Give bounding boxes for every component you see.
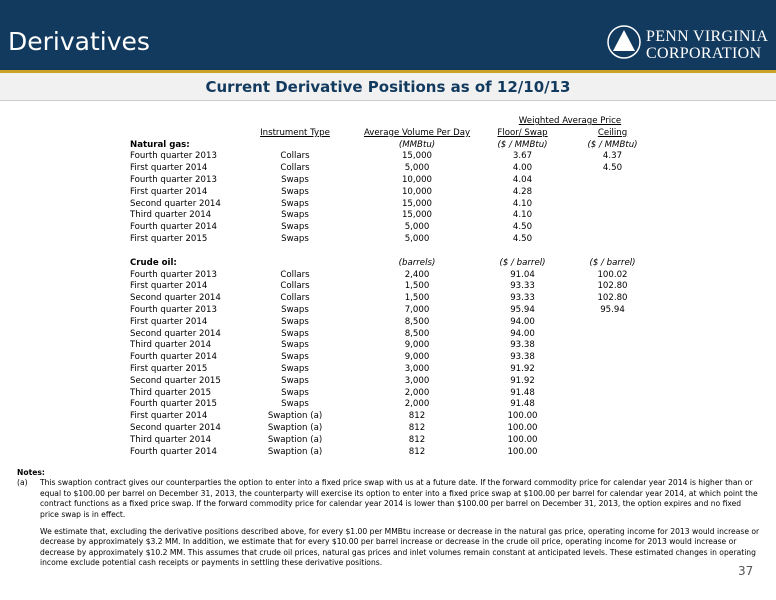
period-cell: First quarter 2014 [130, 411, 208, 422]
volume-cell: 2,000 [404, 399, 430, 410]
period-cell: First quarter 2014 [130, 163, 208, 174]
instrument-cell: Swaps [281, 222, 309, 233]
floor-swap-cell: 4.50 [512, 222, 533, 233]
table-row [130, 175, 650, 187]
period-cell: Third quarter 2014 [130, 210, 212, 221]
logo-line-2: CORPORATION [646, 45, 762, 62]
ceiling-cell: 4.37 [602, 151, 623, 162]
company-logo [606, 24, 770, 66]
logo-text [646, 28, 768, 62]
ceiling-cell: 100.02 [597, 269, 628, 280]
volume-cell: 5,000 [404, 222, 430, 233]
floor-swap-cell: 91.92 [510, 363, 535, 374]
floor-swap-cell: 4.04 [512, 174, 533, 185]
crude-oil-volume-unit: (barrels) [398, 257, 436, 268]
instrument-cell: Collars [280, 293, 310, 304]
instrument-cell: Collars [280, 269, 310, 280]
floor-swap-cell: 93.38 [510, 352, 535, 363]
notes-label: Notes: [17, 468, 45, 477]
volume-cell: 2,400 [404, 269, 430, 280]
natural-gas-ceiling-unit: ($ / MMBtu) [587, 139, 638, 150]
period-cell: First quarter 2015 [130, 233, 208, 244]
derivatives-table [130, 116, 650, 458]
natural-gas-floor-unit: ($ / MMBtu) [497, 139, 548, 150]
crude-oil-rows [130, 270, 650, 459]
volume-cell: 8,500 [404, 316, 430, 327]
volume-cell: 812 [408, 434, 426, 445]
floor-swap-cell: 94.00 [510, 328, 535, 339]
natural-gas-volume-unit: (MMBtu) [398, 139, 436, 150]
floor-swap-cell: 91.48 [510, 387, 535, 398]
table-row [130, 340, 650, 352]
instrument-cell: Swaps [281, 328, 309, 339]
volume-cell: 3,000 [404, 375, 430, 386]
table-row [130, 199, 650, 211]
table-row [130, 163, 650, 175]
period-cell: Fourth quarter 2014 [130, 222, 217, 233]
period-cell: Fourth quarter 2014 [130, 446, 217, 457]
period-cell: Second quarter 2015 [130, 375, 221, 386]
header-row [130, 128, 650, 140]
volume-cell: 812 [408, 411, 426, 422]
slide-subtitle: Current Derivative Positions as of 12/10/13 [205, 78, 571, 96]
ceiling-cell: 102.80 [597, 293, 628, 304]
period-cell: First quarter 2015 [130, 363, 208, 374]
col-volume: Average Volume Per Day [363, 127, 471, 138]
floor-swap-cell: 4.50 [512, 233, 533, 244]
floor-swap-cell: 93.33 [510, 293, 535, 304]
section-gap [130, 246, 650, 258]
notes-section [17, 468, 762, 569]
ceiling-cell: 4.50 [602, 163, 623, 174]
instrument-cell: Swaps [281, 174, 309, 185]
volume-cell: 5,000 [404, 233, 430, 244]
volume-cell: 9,000 [404, 352, 430, 363]
logo-line-1: PENN VIRGINIA [646, 28, 769, 45]
table-row [130, 234, 650, 246]
volume-cell: 1,500 [404, 281, 430, 292]
instrument-cell: Swaps [281, 316, 309, 327]
table-row [130, 435, 650, 447]
instrument-cell: Swaps [281, 352, 309, 363]
natural-gas-label-row [130, 140, 650, 152]
table-row [130, 305, 650, 317]
table-row [130, 151, 650, 163]
crude-oil-label: Crude oil: [130, 257, 177, 268]
table-row [130, 388, 650, 400]
crude-oil-ceiling-unit: ($ / barrel) [589, 257, 636, 268]
instrument-cell: Swaps [281, 233, 309, 244]
volume-cell: 5,000 [404, 163, 430, 174]
volume-cell: 3,000 [404, 363, 430, 374]
table-row [130, 352, 650, 364]
table-row [130, 447, 650, 459]
floor-swap-cell: 4.28 [512, 186, 533, 197]
period-cell: Third quarter 2014 [130, 340, 212, 351]
volume-cell: 7,000 [404, 304, 430, 315]
note-a-text: This swaption contract gives our counterparties the option to enter into a fixed price swap with us at a future date. If the forward commodity price for calendar year 2014 is higher than or equal to $100.00 per barrel on December 31, 2013, the counterparty will exercise its option to enter into a fixed price swap at $100.00 per barrel for calendar year 2014, at which point the contract functions as a fixed price swap. If the forward commodity price for calendar year 2014 is lower than $100.00 per barrel on December 31, 2013, the option expires and no fixed price swap is in effect. [40, 478, 758, 519]
floor-swap-cell: 4.10 [512, 198, 533, 209]
volume-cell: 15,000 [401, 210, 433, 221]
floor-swap-cell: 100.00 [507, 411, 538, 422]
table-row [130, 423, 650, 435]
col-floor-swap: Floor/ Swap [497, 127, 548, 138]
period-cell: First quarter 2014 [130, 186, 208, 197]
floor-swap-cell: 100.00 [507, 446, 538, 457]
volume-cell: 812 [408, 422, 426, 433]
crude-oil-label-row [130, 258, 650, 270]
floor-swap-cell: 4.00 [512, 163, 533, 174]
period-cell: Fourth quarter 2015 [130, 399, 217, 410]
volume-cell: 1,500 [404, 293, 430, 304]
floor-swap-cell: 93.38 [510, 340, 535, 351]
ceiling-cell: 95.94 [600, 304, 625, 315]
instrument-cell: Swaps [281, 375, 309, 386]
period-cell: Second quarter 2014 [130, 293, 221, 304]
instrument-cell: Swaps [281, 210, 309, 221]
note-a-mark: (a) [17, 478, 28, 488]
crude-oil-floor-unit: ($ / barrel) [499, 257, 546, 268]
period-cell: Second quarter 2014 [130, 422, 221, 433]
floor-swap-cell: 95.94 [510, 304, 535, 315]
table-row [130, 281, 650, 293]
table-row [130, 210, 650, 222]
instrument-cell: Swaps [281, 304, 309, 315]
instrument-cell: Swaps [281, 363, 309, 374]
table-row [130, 317, 650, 329]
col-ceiling: Ceiling [597, 127, 628, 138]
floor-swap-cell: 93.33 [510, 281, 535, 292]
table-row [130, 270, 650, 282]
volume-cell: 10,000 [401, 186, 433, 197]
period-cell: First quarter 2014 [130, 281, 208, 292]
period-cell: Fourth quarter 2013 [130, 304, 217, 315]
table-row [130, 399, 650, 411]
period-cell: First quarter 2014 [130, 316, 208, 327]
volume-cell: 15,000 [401, 151, 433, 162]
floor-swap-cell: 4.10 [512, 210, 533, 221]
period-cell: Fourth quarter 2013 [130, 151, 217, 162]
weighted-average-header: Weighted Average Price [518, 116, 622, 126]
period-cell: Fourth quarter 2013 [130, 174, 217, 185]
floor-swap-cell: 94.00 [510, 316, 535, 327]
instrument-cell: Collars [280, 151, 310, 162]
floor-swap-cell: 100.00 [507, 434, 538, 445]
instrument-cell: Swaps [281, 340, 309, 351]
instrument-cell: Swaption (a) [267, 446, 323, 457]
natural-gas-label: Natural gas: [130, 139, 190, 150]
ceiling-cell: 102.80 [597, 281, 628, 292]
instrument-cell: Collars [280, 281, 310, 292]
instrument-cell: Swaption (a) [267, 434, 323, 445]
volume-cell: 8,500 [404, 328, 430, 339]
page-number: 37 [738, 564, 754, 578]
instrument-cell: Collars [280, 163, 310, 174]
volume-cell: 15,000 [401, 198, 433, 209]
instrument-cell: Swaps [281, 198, 309, 209]
period-cell: Fourth quarter 2013 [130, 269, 217, 280]
instrument-cell: Swaps [281, 399, 309, 410]
period-cell: Third quarter 2014 [130, 434, 212, 445]
period-cell: Fourth quarter 2014 [130, 352, 217, 363]
table-row [130, 222, 650, 234]
floor-swap-cell: 100.00 [507, 422, 538, 433]
page-title: Derivatives [8, 27, 150, 56]
table-row [130, 376, 650, 388]
volume-cell: 10,000 [401, 174, 433, 185]
natural-gas-rows [130, 151, 650, 245]
floor-swap-cell: 91.48 [510, 399, 535, 410]
sensitivity-paragraph: We estimate that, excluding the derivative positions described above, for every $1.00 per MMBtu increase or decrease in the natural gas price, operating income for 2013 would increase or decrease by approximately $3.2 MM. In addition, we estimate that for every $10.00 per barrel increase or decrease in the crude oil price, operating income for 2013 would increase or decrease by approximately $10.2 MM. This assumes that crude oil prices, natural gas prices and inlet volumes remain constant at anticipated levels. These estimated changes in operating income exclude potential cash receipts or payments in settling these derivative positions. [40, 527, 760, 568]
floor-swap-cell: 91.04 [510, 269, 535, 280]
floor-swap-cell: 91.92 [510, 375, 535, 386]
instrument-cell: Swaption (a) [267, 411, 323, 422]
table-row [130, 187, 650, 199]
table-row [130, 293, 650, 305]
note-a [17, 478, 762, 520]
instrument-cell: Swaption (a) [267, 422, 323, 433]
table-row [130, 411, 650, 423]
triangle-logo-icon [606, 24, 642, 60]
volume-cell: 2,000 [404, 387, 430, 398]
period-cell: Second quarter 2014 [130, 198, 221, 209]
header-row-top [130, 116, 650, 128]
volume-cell: 9,000 [404, 340, 430, 351]
instrument-cell: Swaps [281, 186, 309, 197]
period-cell: Third quarter 2015 [130, 387, 212, 398]
instrument-cell: Swaps [281, 387, 309, 398]
volume-cell: 812 [408, 446, 426, 457]
table-row [130, 329, 650, 341]
table-row [130, 364, 650, 376]
col-instrument-type: Instrument Type [260, 127, 330, 138]
floor-swap-cell: 3.67 [512, 151, 533, 162]
period-cell: Second quarter 2014 [130, 328, 221, 339]
